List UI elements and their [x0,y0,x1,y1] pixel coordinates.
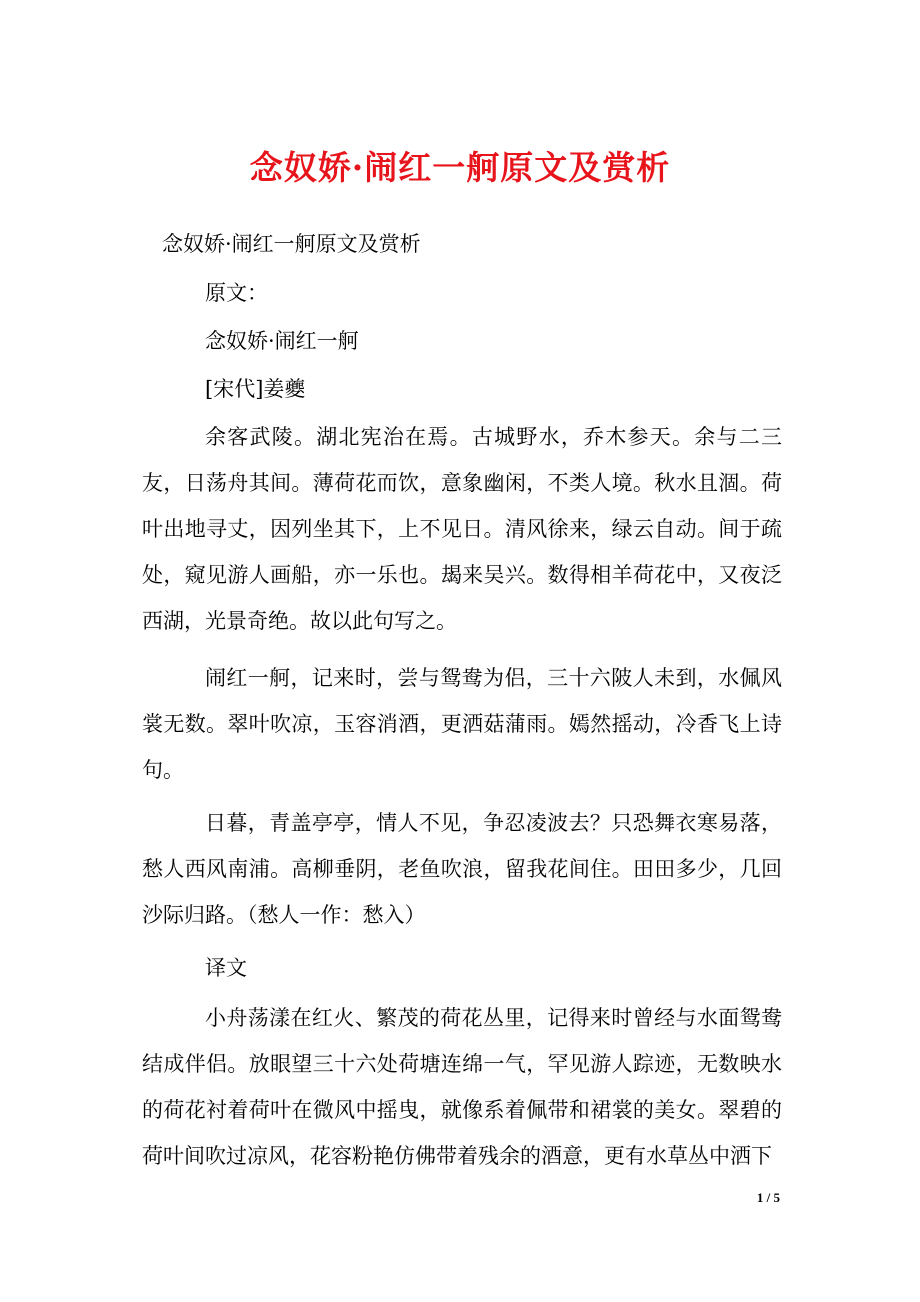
page-number: 1 / 5 [756,1190,780,1205]
poem-author: [宋代]姜夔 [205,377,306,401]
original-text-label: 原文： [205,281,268,305]
translation-text: 小舟荡漾在红火、繁茂的荷花丛里，记得来时曾经与水面鸳鸯结成伴侣。放眼望三十六处荷塘连绵一气，罕见游人踪迹，无数映水的荷花衬着荷叶在微风中摇曳，就像系着佩带和裙裳的美女。翠碧的荷叶间吹过凉风，花容粉艳仿佛带着残余的酒意，更有水草丛中洒下 [142,1006,782,1168]
poem-stanza-1: 闹红一舸，记来时，尝与鸳鸯为侣，三十六陂人未到，水佩风裳无数。翠叶吹凉，玉容消酒，更洒菇蒲雨。嫣然摇动，冷香飞上诗句。 [142,666,782,782]
translation-label: 译文 [205,956,247,980]
poem-stanza-2: 日暮，青盖亭亭，情人不见，争忍凌波去？只恐舞衣寒易落，愁人西风南浦。高柳垂阴，老鱼吹浪，留我花间住。田田多少，几回沙际归路。（愁人一作：愁入） [142,811,782,927]
poem-preface: 余客武陵。湖北宪治在焉。古城野水，乔木参天。余与二三友，日荡舟其间。薄荷花而饮，意象幽闲，不类人境。秋水且涸。荷叶出地寻丈，因列坐其下，上不见日。清风徐来，绿云自动。间于疏处，窥见游人画船，亦一乐也。朅来吴兴。数得相羊荷花中，又夜泛西湖，光景奇绝。故以此句写之。 [142,425,782,633]
document-title: 念奴娇·闹红一舸原文及赏析 [249,148,671,187]
document-subtitle: 念奴娇·闹红一舸原文及赏析 [162,232,421,256]
poem-title: 念奴娇·闹红一舸 [205,329,359,353]
